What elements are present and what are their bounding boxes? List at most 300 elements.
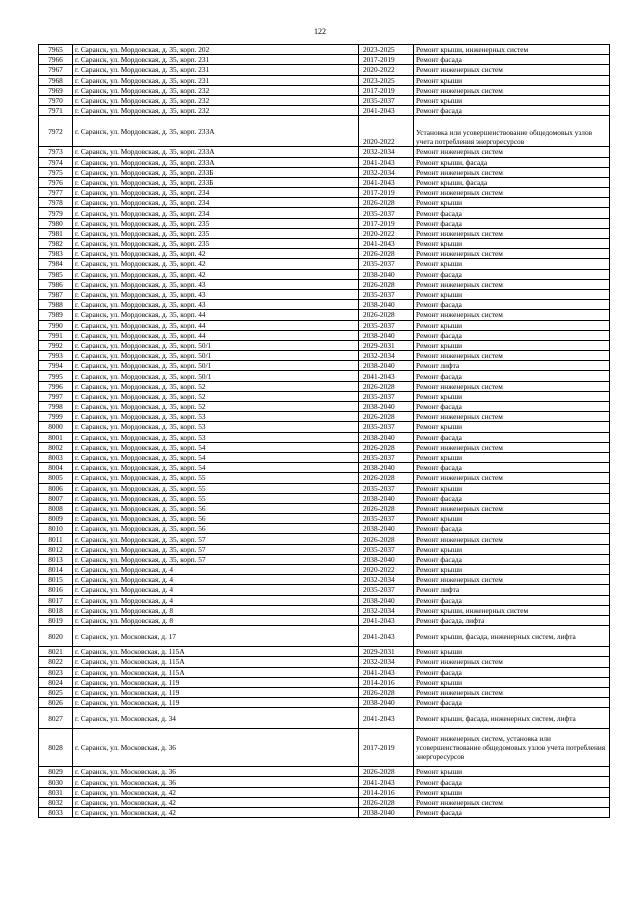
address-cell: г. Саранск, ул. Московская, д. 119 [73,687,359,697]
table-row [39,239,610,249]
period-cell: 2023-2025 [359,45,414,55]
period-cell: 2038-2040 [359,595,414,605]
table-row [39,85,610,95]
work-type-cell: Ремонт крыши [414,259,610,269]
work-type-cell: Ремонт фасада [414,463,610,473]
table-body [39,45,610,818]
address-cell: г. Саранск, ул. Мордовская, д. 35, корп. 231 [73,65,359,75]
address-cell: г. Саранск, ул. Мордовская, д. 35, корп. 234 [73,198,359,208]
row-number-cell: 8010 [39,524,73,534]
work-type-cell: Ремонт инженерных систем [414,249,610,259]
period-cell: 2014-2016 [359,677,414,687]
address-cell: г. Саранск, ул. Мордовская, д. 4 [73,585,359,595]
address-cell: г. Саранск, ул. Мордовская, д. 35, корп. 56 [73,514,359,524]
work-type-cell: Ремонт крыши, фасада, инженерных систем, лифта [414,626,610,647]
table-row [39,116,610,147]
period-cell: 2029-2031 [359,340,414,350]
row-number-cell: 8005 [39,473,73,483]
table-row [39,615,610,625]
row-number-cell: 8011 [39,534,73,544]
work-type-cell: Ремонт инженерных систем [414,147,610,157]
work-type-cell: Ремонт крыши [414,75,610,85]
row-number-cell: 7973 [39,147,73,157]
period-cell: 2041-2043 [359,708,414,729]
period-cell: 2032-2034 [359,147,414,157]
work-type-cell: Ремонт фасада, лифта [414,615,610,625]
address-cell: г. Саранск, ул. Мордовская, д. 35, корп. 50/1 [73,371,359,381]
period-cell: 2038-2040 [359,808,414,818]
work-type-cell: Ремонт крыши, фасада [414,157,610,167]
row-number-cell: 7967 [39,65,73,75]
table-row [39,565,610,575]
table-row [39,259,610,269]
table-row [39,310,610,320]
period-cell: 2020-2022 [359,116,414,147]
row-number-cell: 7978 [39,198,73,208]
address-cell: г. Саранск, ул. Мордовская, д. 35, корп. 52 [73,402,359,412]
work-type-cell: Ремонт фасада [414,432,610,442]
work-type-cell: Ремонт фасада [414,330,610,340]
row-number-cell: 8004 [39,463,73,473]
period-cell: 2038-2040 [359,463,414,473]
work-type-cell: Ремонт фасада [414,595,610,605]
work-type-cell: Ремонт инженерных систем [414,657,610,667]
table-row [39,534,610,544]
address-cell: г. Саранск, ул. Мордовская, д. 35, корп. 235 [73,239,359,249]
table-row [39,808,610,818]
work-type-cell: Ремонт фасада [414,55,610,65]
repair-schedule-table [38,44,610,818]
table-row [39,544,610,554]
row-number-cell: 8000 [39,422,73,432]
work-type-cell: Ремонт инженерных систем [414,65,610,75]
row-number-cell: 8017 [39,595,73,605]
work-type-cell: Ремонт инженерных систем [414,442,610,452]
address-cell: г. Саранск, ул. Мордовская, д. 35, корп. 55 [73,483,359,493]
period-cell: 2026-2028 [359,442,414,452]
work-type-cell: Ремонт фасада [414,698,610,708]
table-row [39,667,610,677]
table-row [39,330,610,340]
address-cell: г. Саранск, ул. Мордовская, д. 35, корп. 57 [73,534,359,544]
period-cell: 2041-2043 [359,615,414,625]
row-number-cell: 8003 [39,452,73,462]
work-type-cell: Ремонт крыши [414,422,610,432]
table-row [39,279,610,289]
period-cell: 2038-2040 [359,554,414,564]
address-cell: г. Саранск, ул. Мордовская, д. 35, корп. 44 [73,320,359,330]
address-cell: г. Саранск, ул. Мордовская, д. 35, корп. 50/1 [73,351,359,361]
row-number-cell: 8008 [39,503,73,513]
row-number-cell: 8027 [39,708,73,729]
work-type-cell: Ремонт фасада [414,402,610,412]
row-number-cell: 8018 [39,605,73,615]
period-cell: 2035-2037 [359,391,414,401]
table-row [39,777,610,787]
address-cell: г. Саранск, ул. Мордовская, д. 35, корп. 56 [73,503,359,513]
row-number-cell: 7977 [39,188,73,198]
table-row [39,554,610,564]
address-cell: г. Саранск, ул. Мордовская, д. 35, корп. 44 [73,310,359,320]
work-type-cell: Ремонт крыши [414,391,610,401]
row-number-cell: 8026 [39,698,73,708]
period-cell: 2032-2034 [359,575,414,585]
period-cell: 2017-2019 [359,55,414,65]
address-cell: г. Саранск, ул. Московская, д. 115А [73,647,359,657]
table-row [39,55,610,65]
work-type-cell: Ремонт фасада [414,493,610,503]
period-cell: 2038-2040 [359,361,414,371]
row-number-cell: 7987 [39,289,73,299]
table-row [39,493,610,503]
address-cell: г. Саранск, ул. Мордовская, д. 8 [73,615,359,625]
address-cell: г. Саранск, ул. Мордовская, д. 35, корп. 233А [73,116,359,147]
period-cell: 2041-2043 [359,239,414,249]
row-number-cell: 7974 [39,157,73,167]
row-number-cell: 7984 [39,259,73,269]
address-cell: г. Саранск, ул. Московская, д. 119 [73,677,359,687]
work-type-cell: Ремонт инженерных систем [414,687,610,697]
work-type-cell: Ремонт инженерных систем [414,228,610,238]
row-number-cell: 7968 [39,75,73,85]
work-type-cell: Ремонт фасада [414,300,610,310]
period-cell: 2035-2037 [359,483,414,493]
row-number-cell: 8006 [39,483,73,493]
row-number-cell: 7965 [39,45,73,55]
period-cell: 2041-2043 [359,371,414,381]
row-number-cell: 7970 [39,95,73,105]
table-row [39,432,610,442]
address-cell: г. Саранск, ул. Мордовская, д. 35, корп. 231 [73,75,359,85]
address-cell: г. Саранск, ул. Мордовская, д. 35, корп. 231 [73,55,359,65]
work-type-cell: Ремонт инженерных систем [414,797,610,807]
table-row [39,391,610,401]
work-type-cell: Ремонт фасада [414,808,610,818]
row-number-cell: 7996 [39,381,73,391]
address-cell: г. Саранск, ул. Мордовская, д. 35, корп. 44 [73,330,359,340]
row-number-cell: 8021 [39,647,73,657]
row-number-cell: 7991 [39,330,73,340]
table-row [39,767,610,777]
period-cell: 2026-2028 [359,249,414,259]
table-row [39,300,610,310]
address-cell: г. Саранск, ул. Мордовская, д. 4 [73,575,359,585]
table-row [39,371,610,381]
address-cell: г. Саранск, ул. Мордовская, д. 35, корп. 55 [73,493,359,503]
address-cell: г. Саранск, ул. Московская, д. 42 [73,787,359,797]
period-cell: 2038-2040 [359,300,414,310]
table-row [39,708,610,729]
address-cell: г. Саранск, ул. Мордовская, д. 35, корп. 233Б [73,177,359,187]
work-type-cell: Ремонт крыши [414,95,610,105]
table-row [39,249,610,259]
period-cell: 2026-2028 [359,767,414,777]
row-number-cell: 8013 [39,554,73,564]
address-cell: г. Саранск, ул. Мордовская, д. 35, корп. 50/1 [73,361,359,371]
row-number-cell: 8024 [39,677,73,687]
address-cell: г. Саранск, ул. Мордовская, д. 35, корп. 42 [73,269,359,279]
address-cell: г. Саранск, ул. Мордовская, д. 35, корп. 53 [73,432,359,442]
period-cell: 2023-2025 [359,75,414,85]
table-row [39,381,610,391]
address-cell: г. Саранск, ул. Мордовская, д. 35, корп. 232 [73,95,359,105]
table-row [39,647,610,657]
table-row [39,729,610,767]
row-number-cell: 8029 [39,767,73,777]
address-cell: г. Саранск, ул. Мордовская, д. 35, корп. 53 [73,422,359,432]
address-cell: г. Саранск, ул. Мордовская, д. 35, корп. 235 [73,228,359,238]
address-cell: г. Саранск, ул. Мордовская, д. 35, корп. 233Б [73,167,359,177]
work-type-cell: Ремонт инженерных систем [414,534,610,544]
row-number-cell: 8032 [39,797,73,807]
table-row [39,402,610,412]
address-cell: г. Саранск, ул. Московская, д. 42 [73,797,359,807]
work-type-cell: Ремонт крыши [414,565,610,575]
address-cell: г. Саранск, ул. Мордовская, д. 35, корп. 56 [73,524,359,534]
period-cell: 2041-2043 [359,177,414,187]
work-type-cell: Ремонт фасада [414,208,610,218]
work-type-cell: Ремонт крыши [414,340,610,350]
row-number-cell: 7983 [39,249,73,259]
work-type-cell: Ремонт фасада [414,524,610,534]
row-number-cell: 8012 [39,544,73,554]
row-number-cell: 7975 [39,167,73,177]
work-type-cell: Ремонт крыши [414,483,610,493]
work-type-cell: Установка или усовершенствование общедомовых узлов учета потребления энергоресурсов [414,116,610,147]
table-row [39,75,610,85]
table-row [39,351,610,361]
row-number-cell: 7993 [39,351,73,361]
row-number-cell: 8023 [39,667,73,677]
address-cell: г. Саранск, ул. Мордовская, д. 35, корп. 232 [73,85,359,95]
table-row [39,452,610,462]
address-cell: г. Саранск, ул. Мордовская, д. 35, корп. 43 [73,289,359,299]
address-cell: г. Саранск, ул. Мордовская, д. 35, корп. 55 [73,473,359,483]
row-number-cell: 7986 [39,279,73,289]
address-cell: г. Саранск, ул. Московская, д. 17 [73,626,359,647]
row-number-cell: 7982 [39,239,73,249]
table-row [39,208,610,218]
work-type-cell: Ремонт инженерных систем [414,85,610,95]
row-number-cell: 8019 [39,615,73,625]
table-row [39,218,610,228]
row-number-cell: 8002 [39,442,73,452]
period-cell: 2038-2040 [359,493,414,503]
row-number-cell: 8033 [39,808,73,818]
address-cell: г. Саранск, ул. Московская, д. 36 [73,777,359,787]
table-row [39,575,610,585]
work-type-cell: Ремонт крыши [414,320,610,330]
work-type-cell: Ремонт крыши [414,787,610,797]
work-type-cell: Ремонт лифта [414,585,610,595]
row-number-cell: 7988 [39,300,73,310]
work-type-cell: Ремонт инженерных систем [414,188,610,198]
row-number-cell: 8016 [39,585,73,595]
period-cell: 2032-2034 [359,167,414,177]
address-cell: г. Саранск, ул. Мордовская, д. 35, корп. 202 [73,45,359,55]
period-cell: 2035-2037 [359,95,414,105]
work-type-cell: Ремонт инженерных систем [414,503,610,513]
address-cell: г. Саранск, ул. Московская, д. 36 [73,729,359,767]
address-cell: г. Саранск, ул. Мордовская, д. 35, корп. 233А [73,147,359,157]
row-number-cell: 7997 [39,391,73,401]
work-type-cell: Ремонт крыши, фасада [414,177,610,187]
address-cell: г. Саранск, ул. Мордовская, д. 35, корп. 52 [73,381,359,391]
address-cell: г. Саранск, ул. Московская, д. 42 [73,808,359,818]
row-number-cell: 8009 [39,514,73,524]
period-cell: 2026-2028 [359,381,414,391]
table-row [39,188,610,198]
row-number-cell: 8022 [39,657,73,667]
period-cell: 2041-2043 [359,667,414,677]
address-cell: г. Саранск, ул. Мордовская, д. 35, корп. 234 [73,188,359,198]
row-number-cell: 8014 [39,565,73,575]
work-type-cell: Ремонт инженерных систем [414,167,610,177]
period-cell: 2038-2040 [359,402,414,412]
table-row [39,503,610,513]
table-row [39,340,610,350]
row-number-cell: 8031 [39,787,73,797]
table-row [39,106,610,116]
address-cell: г. Саранск, ул. Мордовская, д. 35, корп. 42 [73,259,359,269]
period-cell: 2020-2022 [359,228,414,238]
table-row [39,524,610,534]
period-cell: 2020-2022 [359,565,414,575]
table-row [39,698,610,708]
row-number-cell: 8028 [39,729,73,767]
row-number-cell: 7979 [39,208,73,218]
table-row [39,167,610,177]
table-row [39,289,610,299]
period-cell: 2035-2037 [359,289,414,299]
address-cell: г. Саранск, ул. Мордовская, д. 35, корп. 43 [73,300,359,310]
period-cell: 2041-2043 [359,157,414,167]
row-number-cell: 7992 [39,340,73,350]
row-number-cell: 7971 [39,106,73,116]
table-row [39,320,610,330]
table-row [39,361,610,371]
work-type-cell: Ремонт инженерных систем, установка или усовершенствование общедомовых узлов учета потребления энергоресурсов [414,729,610,767]
table-row [39,422,610,432]
period-cell: 2026-2028 [359,687,414,697]
row-number-cell: 7985 [39,269,73,279]
table-row [39,677,610,687]
table-row [39,442,610,452]
period-cell: 2026-2028 [359,797,414,807]
table-row [39,269,610,279]
period-cell: 2026-2028 [359,412,414,422]
address-cell: г. Саранск, ул. Мордовская, д. 4 [73,595,359,605]
row-number-cell: 8025 [39,687,73,697]
work-type-cell: Ремонт инженерных систем [414,381,610,391]
address-cell: г. Саранск, ул. Мордовская, д. 35, корп. 232 [73,106,359,116]
period-cell: 2038-2040 [359,698,414,708]
row-number-cell: 8030 [39,777,73,787]
period-cell: 2035-2037 [359,585,414,595]
work-type-cell: Ремонт крыши [414,767,610,777]
period-cell: 2026-2028 [359,279,414,289]
row-number-cell: 8001 [39,432,73,442]
row-number-cell: 7989 [39,310,73,320]
work-type-cell: Ремонт крыши, инженерных систем [414,605,610,615]
period-cell: 2035-2037 [359,208,414,218]
row-number-cell: 7966 [39,55,73,65]
work-type-cell: Ремонт фасада [414,106,610,116]
row-number-cell: 8015 [39,575,73,585]
address-cell: г. Саранск, ул. Мордовская, д. 35, корп. 233А [73,157,359,167]
work-type-cell: Ремонт фасада [414,371,610,381]
period-cell: 2017-2019 [359,188,414,198]
period-cell: 2038-2040 [359,432,414,442]
period-cell: 2026-2028 [359,310,414,320]
period-cell: 2035-2037 [359,259,414,269]
table-row [39,95,610,105]
work-type-cell: Ремонт крыши [414,452,610,462]
table-row [39,797,610,807]
table-row [39,228,610,238]
table-row [39,514,610,524]
address-cell: г. Саранск, ул. Мордовская, д. 35, корп. 43 [73,279,359,289]
work-type-cell: Ремонт крыши [414,289,610,299]
period-cell: 2041-2043 [359,106,414,116]
address-cell: г. Саранск, ул. Мордовская, д. 35, корп. 42 [73,249,359,259]
address-cell: г. Саранск, ул. Мордовская, д. 8 [73,605,359,615]
period-cell: 2032-2034 [359,351,414,361]
work-type-cell: Ремонт крыши [414,239,610,249]
row-number-cell: 7981 [39,228,73,238]
table-row [39,157,610,167]
table-row [39,177,610,187]
row-number-cell: 7972 [39,116,73,147]
row-number-cell: 7990 [39,320,73,330]
address-cell: г. Саранск, ул. Мордовская, д. 35, корп. 57 [73,554,359,564]
work-type-cell: Ремонт фасада [414,269,610,279]
period-cell: 2041-2043 [359,626,414,647]
period-cell: 2017-2019 [359,85,414,95]
address-cell: г. Саранск, ул. Московская, д. 115А [73,667,359,677]
table-row [39,473,610,483]
address-cell: г. Саранск, ул. Московская, д. 119 [73,698,359,708]
work-type-cell: Ремонт инженерных систем [414,473,610,483]
work-type-cell: Ремонт фасада [414,554,610,564]
work-type-cell: Ремонт инженерных систем [414,351,610,361]
period-cell: 2032-2034 [359,605,414,615]
address-cell: г. Саранск, ул. Мордовская, д. 35, корп. 57 [73,544,359,554]
work-type-cell: Ремонт инженерных систем [414,310,610,320]
work-type-cell: Ремонт крыши, фасада, инженерных систем, лифта [414,708,610,729]
period-cell: 2035-2037 [359,422,414,432]
work-type-cell: Ремонт крыши [414,514,610,524]
period-cell: 2026-2028 [359,503,414,513]
table-row [39,605,610,615]
period-cell: 2035-2037 [359,320,414,330]
period-cell: 2020-2022 [359,65,414,75]
table-row [39,45,610,55]
table-row [39,412,610,422]
work-type-cell: Ремонт крыши [414,647,610,657]
row-number-cell: 7999 [39,412,73,422]
address-cell: г. Саранск, ул. Мордовская, д. 4 [73,565,359,575]
period-cell: 2017-2019 [359,218,414,228]
period-cell: 2014-2016 [359,787,414,797]
table-row [39,483,610,493]
table-row [39,595,610,605]
row-number-cell: 7995 [39,371,73,381]
row-number-cell: 7994 [39,361,73,371]
table-row [39,657,610,667]
address-cell: г. Саранск, ул. Мордовская, д. 35, корп. 54 [73,442,359,452]
address-cell: г. Саранск, ул. Мордовская, д. 35, корп. 234 [73,208,359,218]
